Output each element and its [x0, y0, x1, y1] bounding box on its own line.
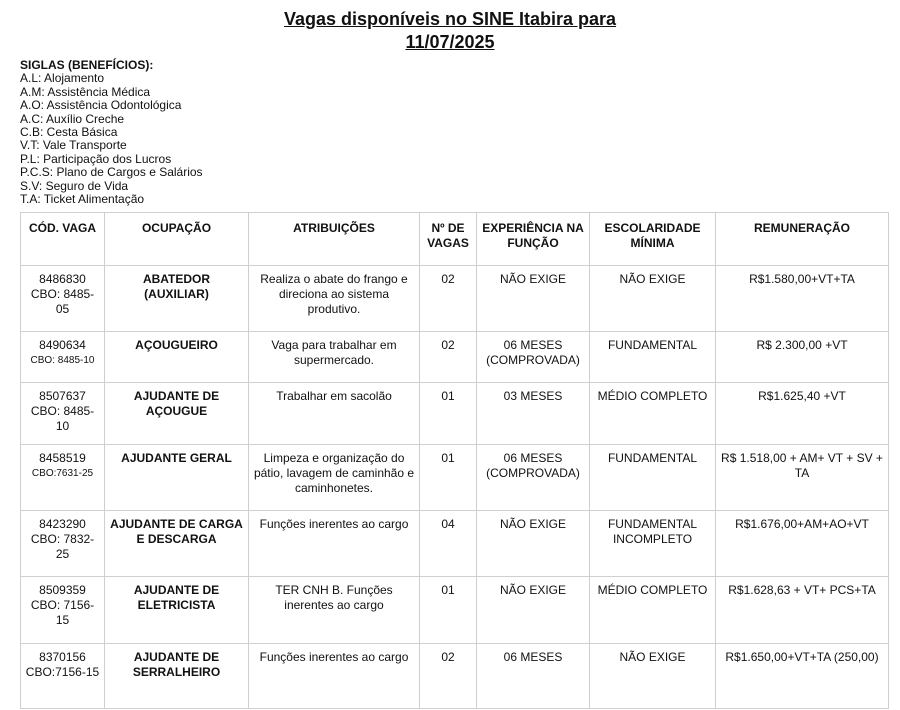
cell-duties: TER CNH B. Funções inerentes ao cargo — [249, 577, 420, 644]
table-row — [21, 445, 889, 511]
vacancy-code: 8370156 — [39, 650, 86, 664]
cell-occupation: ABATEDOR (AUXILIAR) — [105, 266, 249, 332]
cell-code — [21, 383, 105, 445]
cell-duties: Limpeza e organização do pátio, lavagem de caminhão e caminhonetes. — [249, 445, 420, 511]
legend-item: A.O: Assistência Odontológica — [20, 98, 182, 113]
cell-code — [21, 332, 105, 383]
cell-occupation: AJUDANTE DE SERRALHEIRO — [105, 644, 249, 709]
cell-experience: NÃO EXIGE — [477, 577, 590, 644]
legend-item: P.C.S: Plano de Cargos e Salários — [20, 165, 203, 180]
legend-item: P.L: Participação dos Lucros — [20, 151, 172, 166]
cell-experience: 06 MESES — [477, 644, 590, 709]
cell-education: FUNDAMENTAL — [590, 332, 716, 383]
table-header-row — [21, 213, 889, 266]
vacancy-code: 8458519 — [39, 451, 86, 465]
cell-code — [21, 577, 105, 644]
cell-education: MÉDIO COMPLETO — [590, 577, 716, 644]
legend-item: T.A: Ticket Alimentação — [20, 192, 145, 207]
cell-experience: NÃO EXIGE — [477, 511, 590, 577]
cell-vacancies: 02 — [420, 644, 477, 709]
cell-vacancies: 02 — [420, 266, 477, 332]
vacancy-code: 8507637 — [39, 389, 86, 403]
legend-item: V.T: Vale Transporte — [20, 138, 127, 153]
cell-code — [21, 445, 105, 511]
table-row — [21, 577, 889, 644]
cell-experience: 06 MESES (COMPROVADA) — [477, 332, 590, 383]
cbo-code: CBO:7631-25 — [31, 468, 94, 479]
table-row — [21, 644, 889, 709]
legend-item: A.C: Auxílio Creche — [20, 111, 125, 126]
cell-experience: 03 MESES — [477, 383, 590, 445]
header-occupation: OCUPAÇÃO — [105, 213, 249, 266]
table-row — [21, 266, 889, 332]
vacancy-code: 8509359 — [39, 583, 86, 597]
cell-salary: R$ 2.300,00 +VT — [716, 332, 889, 383]
cell-vacancies: 01 — [420, 383, 477, 445]
cell-experience: NÃO EXIGE — [477, 266, 590, 332]
header-vacancies: Nº DE VAGAS — [420, 213, 477, 266]
cell-salary: R$ 1.518,00 + AM+ VT + SV + TA — [716, 445, 889, 511]
cell-salary: R$1.676,00+AM+AO+VT — [716, 511, 889, 577]
header-experience: EXPERIÊNCIA NA FUNÇÃO — [477, 213, 590, 266]
cbo-code: CBO: 8485-10 — [30, 404, 95, 433]
cell-salary: R$1.625,40 +VT — [716, 383, 889, 445]
legend-heading: SIGLAS (BENEFÍCIOS): — [20, 58, 154, 72]
cell-vacancies: 04 — [420, 511, 477, 577]
cell-vacancies: 01 — [420, 577, 477, 644]
vacancy-code: 8486830 — [39, 272, 86, 286]
cell-education: FUNDAMENTAL INCOMPLETO — [590, 511, 716, 577]
cbo-code: CBO: 8485-10 — [30, 355, 95, 366]
cell-vacancies: 01 — [420, 445, 477, 511]
cell-occupation: AJUDANTE DE AÇOUGUE — [105, 383, 249, 445]
page-title-date: 11/07/2025 — [405, 32, 495, 52]
cbo-code: CBO: 7832-25 — [30, 532, 95, 561]
cell-occupation: AJUDANTE DE CARGA E DESCARGA — [105, 511, 249, 577]
cell-education: MÉDIO COMPLETO — [590, 383, 716, 445]
legend-item: S.V: Seguro de Vida — [20, 178, 129, 193]
legend-item: A.L: Alojamento — [20, 71, 105, 86]
cell-code — [21, 511, 105, 577]
cell-duties: Funções inerentes ao cargo — [249, 644, 420, 709]
cell-vacancies: 02 — [420, 332, 477, 383]
cell-salary: R$1.580,00+VT+TA — [716, 266, 889, 332]
legend-item: C.B: Cesta Básica — [20, 125, 118, 140]
header-education: ESCOLARIDADE MÍNIMA — [590, 213, 716, 266]
benefits-legend — [20, 59, 203, 206]
header-salary: REMUNERAÇÃO — [716, 213, 889, 266]
cell-duties: Trabalhar em sacolão — [249, 383, 420, 445]
job-vacancies-table — [20, 212, 889, 709]
cbo-code: CBO: 7156-15 — [30, 598, 95, 627]
cell-occupation: AÇOUGUEIRO — [105, 332, 249, 383]
cell-code — [21, 266, 105, 332]
table-row — [21, 332, 889, 383]
cell-duties: Realiza o abate do frango e direciona ao sistema produtivo. — [249, 266, 420, 332]
vacancy-code: 8423290 — [39, 517, 86, 531]
page-title — [0, 8, 900, 54]
cell-experience: 06 MESES (COMPROVADA) — [477, 445, 590, 511]
cell-education: NÃO EXIGE — [590, 266, 716, 332]
table-row — [21, 383, 889, 445]
header-duties: ATRIBUIÇÕES — [249, 213, 420, 266]
cell-duties: Vaga para trabalhar em supermercado. — [249, 332, 420, 383]
cell-duties: Funções inerentes ao cargo — [249, 511, 420, 577]
cell-salary: R$1.628,63 + VT+ PCS+TA — [716, 577, 889, 644]
table-row — [21, 511, 889, 577]
cell-salary: R$1.650,00+VT+TA (250,00) — [716, 644, 889, 709]
header-code: CÓD. VAGA — [21, 213, 105, 266]
vacancy-code: 8490634 — [39, 338, 86, 352]
cell-education: NÃO EXIGE — [590, 644, 716, 709]
cell-occupation: AJUDANTE DE ELETRICISTA — [105, 577, 249, 644]
cbo-code: CBO: 8485-05 — [30, 287, 95, 316]
legend-item: A.M: Assistência Médica — [20, 84, 151, 99]
page-title-line1: Vagas disponíveis no SINE Itabira para — [283, 9, 617, 29]
cell-code — [21, 644, 105, 709]
cell-occupation: AJUDANTE GERAL — [105, 445, 249, 511]
cell-education: FUNDAMENTAL — [590, 445, 716, 511]
cbo-code: CBO:7156-15 — [25, 665, 100, 679]
